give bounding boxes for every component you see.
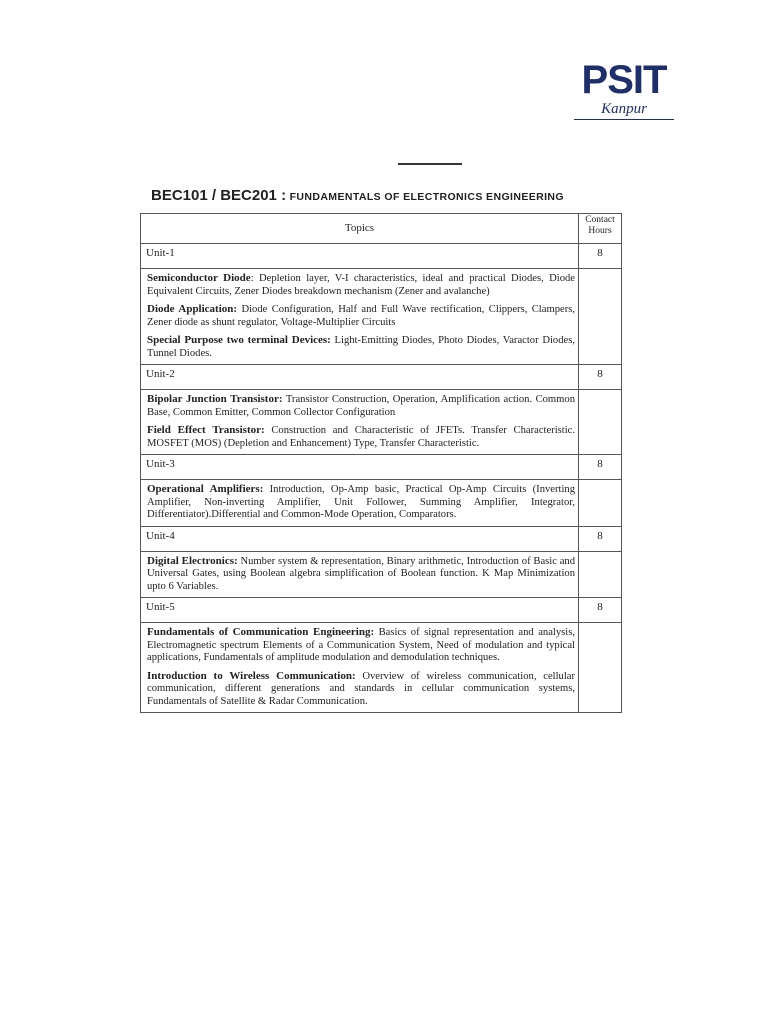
- topic-text: Diode Configuration, Half and Full Wave rectification, Clippers, Clampers, Zener diode as shunt regulator, Voltage-Multiplier Circuits: [147, 304, 575, 328]
- unit-content-hours: [579, 269, 622, 365]
- topic-paragraph: [147, 272, 575, 298]
- course-name: FUNDAMENTALS OF ELECTRONICS ENGINEERING: [289, 191, 564, 203]
- unit-content-row: [141, 623, 622, 713]
- topic-heading: Semiconductor Diode: [147, 272, 251, 284]
- unit-row: [141, 598, 622, 623]
- unit-label: Unit-3: [141, 455, 579, 480]
- topic-heading: Introduction to Wireless Communication:: [147, 669, 356, 682]
- topic-paragraph: [147, 424, 575, 450]
- unit-content: [141, 269, 579, 365]
- topic-text: Overview of wireless communication, cellular communication, different generations and standards in cellular communication systems, Fundamentals of Satellite & Radar Communication.: [147, 670, 575, 707]
- units-body: [141, 244, 622, 713]
- syllabus-table: [140, 213, 622, 713]
- topic-heading: Field Effect Transistor:: [147, 424, 265, 436]
- table-header-row: [141, 214, 622, 244]
- divider-rule: [398, 163, 462, 165]
- unit-hours: 8: [579, 365, 622, 390]
- topic-heading: Operational Amplifiers:: [147, 483, 264, 495]
- unit-label: Unit-5: [141, 598, 579, 623]
- unit-hours: 8: [579, 244, 622, 269]
- unit-content-hours: [579, 390, 622, 455]
- unit-content: [141, 623, 579, 713]
- topic-paragraph: [147, 555, 575, 594]
- topic-text: Basics of signal representation and analysis, Electromagnetic spectrum Elements of a Communication System, Need of modulation and typical applications, Fundamentals of amplitude modulation and demodulation techniques.: [147, 627, 575, 663]
- unit-content-row: [141, 480, 622, 527]
- unit-content-hours: [579, 623, 622, 713]
- unit-row: [141, 526, 622, 551]
- topic-heading: Special Purpose two terminal Devices:: [147, 334, 331, 346]
- unit-content: [141, 551, 579, 598]
- topic-paragraph: [147, 334, 575, 360]
- unit-row: [141, 455, 622, 480]
- topic-paragraph: [147, 303, 575, 329]
- psit-logo: [574, 60, 674, 120]
- unit-row: [141, 244, 622, 269]
- topic-text: Transistor Construction, Operation, Amplification action. Common Base, Common Emitter, Common Collector Configuration: [147, 394, 576, 418]
- topic-paragraph: [147, 670, 575, 709]
- unit-hours: 8: [579, 598, 622, 623]
- unit-label: Unit-2: [141, 365, 579, 390]
- topic-paragraph: [147, 626, 575, 665]
- unit-label: Unit-4: [141, 526, 579, 551]
- unit-content: [141, 390, 579, 455]
- topic-paragraph: [147, 393, 575, 419]
- topic-paragraph: [147, 483, 575, 522]
- topic-heading: Fundamentals of Communication Engineering:: [147, 626, 375, 638]
- topic-text: Number system & representation, Binary arithmetic, Introduction of Basic and Universal Gates, using Boolean algebra simplification of Boolean function. K Map Minimization upto 6 Variables.: [147, 555, 575, 592]
- unit-content-row: [141, 390, 622, 455]
- unit-content: [141, 480, 579, 527]
- unit-content-row: [141, 269, 622, 365]
- topic-heading: Digital Electronics:: [147, 554, 238, 567]
- topic-text: Light-Emitting Diodes, Photo Diodes, Varactor Diodes, Tunnel Diodes.: [147, 335, 575, 359]
- header-contact-hours: Contact Hours: [579, 214, 622, 244]
- unit-row: [141, 365, 622, 390]
- course-title: [151, 187, 564, 205]
- topic-heading: Bipolar Junction Transistor:: [147, 393, 283, 405]
- topic-text: Construction and Characteristic of JFETs. Transfer Characteristic. MOSFET (MOS) (Depletion and Enhancement) Type, Transfer Characteristic.: [147, 425, 575, 449]
- unit-hours: 8: [579, 455, 622, 480]
- logo-wordmark: PSIT: [581, 58, 667, 102]
- unit-content-row: [141, 551, 622, 598]
- unit-content-hours: [579, 551, 622, 598]
- topic-text: : Depletion layer, V-I characteristics, ideal and practical Diodes, Diode Equivalent Circuits, Zener Diodes breakdown mechanism (Zener and avalanche): [147, 273, 576, 297]
- topic-text: Introduction, Op-Amp basic, Practical Op-Amp Circuits (Inverting Amplifier, Non-inverting Amplifier, Unit Follower, Summing Amplifier, Integrator, Differentiator).Differential and Common-Mode Operation, Comparators.: [147, 484, 575, 520]
- unit-hours: 8: [579, 526, 622, 551]
- unit-label: Unit-1: [141, 244, 579, 269]
- logo-underline: [574, 119, 674, 120]
- unit-content-hours: [579, 480, 622, 527]
- course-code: BEC101 / BEC201 :: [151, 187, 287, 204]
- logo-subtitle: Kanpur: [601, 101, 647, 117]
- topic-heading: Diode Application:: [147, 303, 238, 315]
- header-topics: Topics: [141, 214, 579, 244]
